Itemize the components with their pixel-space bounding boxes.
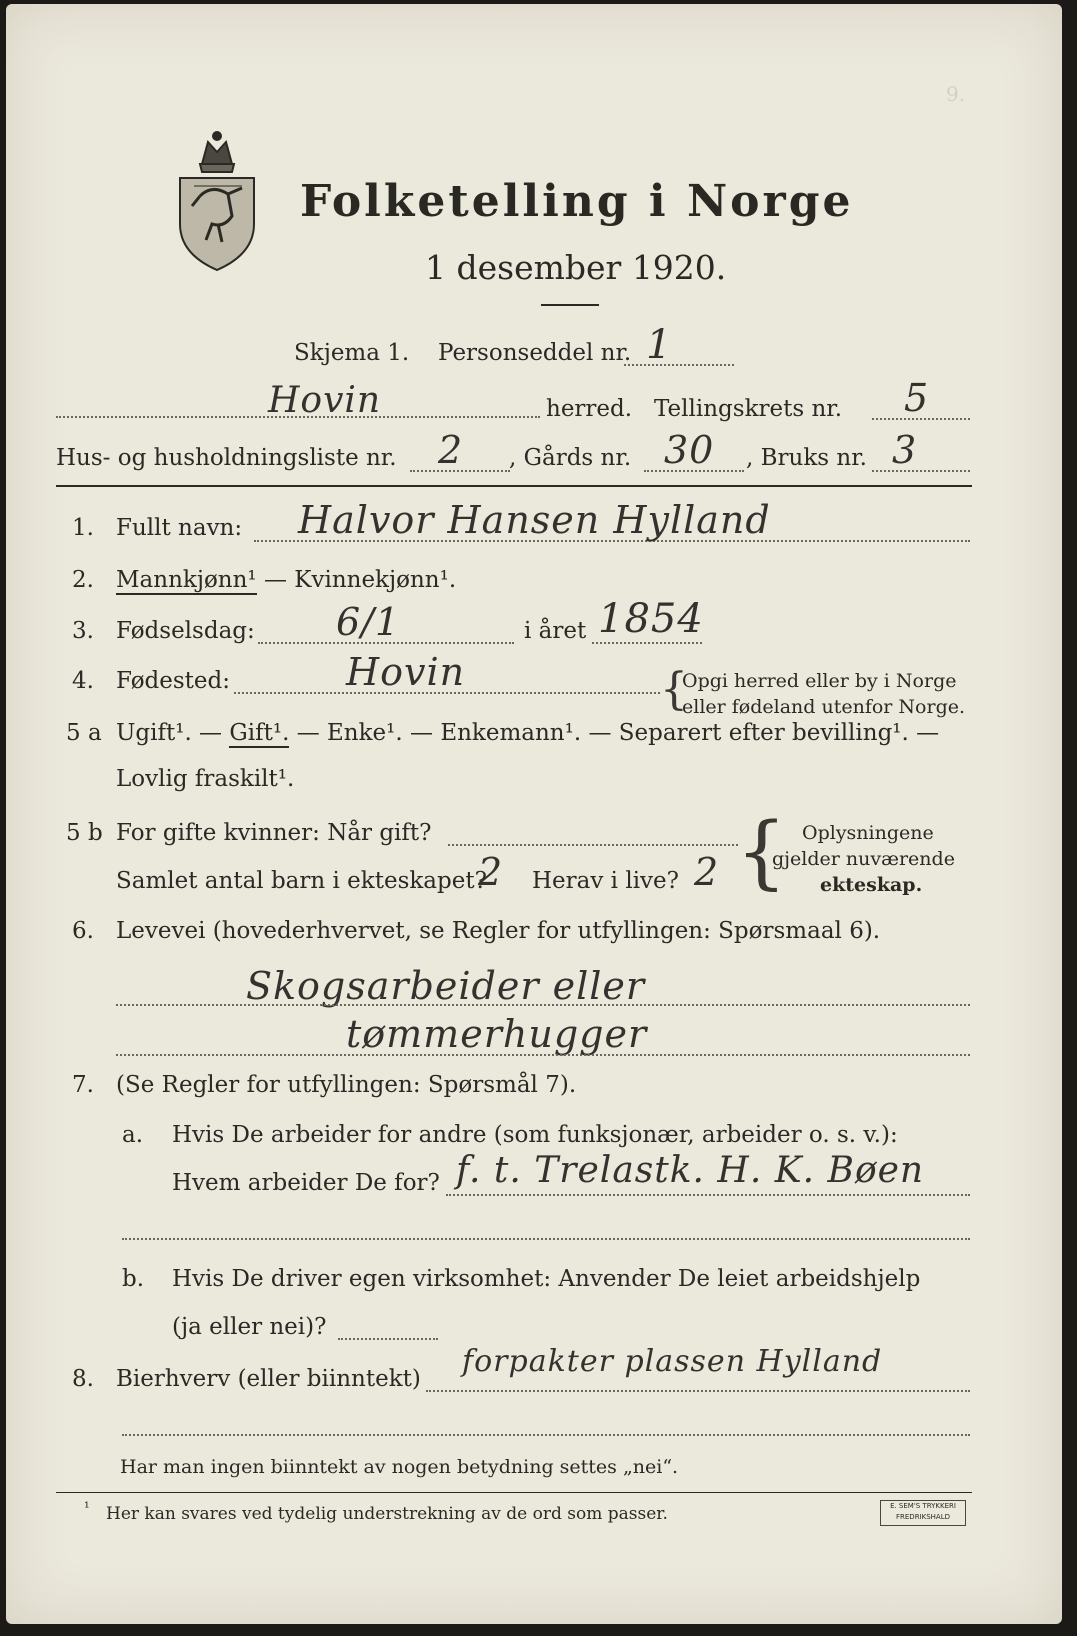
q3-number: 3.: [72, 618, 94, 644]
gards-label: , Gårds nr.: [509, 445, 632, 471]
q4-label: Fødested:: [116, 668, 231, 694]
birth-year-value[interactable]: 1854: [598, 596, 704, 642]
q7a-extra-line: [122, 1238, 970, 1240]
q6-number: 6.: [72, 918, 94, 944]
tellingskrets-value[interactable]: 5: [904, 376, 930, 420]
hus-value[interactable]: 2: [438, 428, 464, 472]
printer-city: FREDRIKSHALD: [895, 1513, 950, 1521]
personseddel-value[interactable]: 1: [646, 322, 673, 368]
footnote-mark: ¹: [84, 1500, 90, 1516]
alive-value[interactable]: 2: [694, 850, 720, 894]
skjema-label: Skjema 1.: [294, 340, 410, 366]
q3-label: Fødselsdag:: [116, 618, 255, 644]
when-married-label: For gifte kvinner: Når gift?: [116, 820, 432, 846]
hired-help-label: (ja eller nei)?: [172, 1314, 327, 1340]
employer-line: [446, 1194, 970, 1196]
female-option[interactable]: Kvinnekjønn¹.: [294, 567, 457, 593]
bruks-line: [872, 470, 970, 472]
title-divider: [541, 304, 599, 306]
q5b-number: 5 b: [66, 820, 103, 846]
employer-label: Hvem arbeider De for?: [172, 1170, 440, 1196]
norwegian-coat-of-arms-icon: [172, 124, 262, 274]
bruks-value[interactable]: 3: [892, 428, 918, 472]
q7a-number: a.: [122, 1122, 144, 1148]
q5a-number: 5 a: [66, 720, 102, 746]
gift-option[interactable]: Gift¹.: [229, 720, 290, 746]
q4-note-2: eller fødeland utenfor Norge.: [682, 696, 966, 718]
q8-extra-line: [122, 1434, 970, 1436]
children-label: Samlet antal barn i ekteskapet?: [116, 868, 487, 894]
bruks-label: , Bruks nr.: [746, 445, 867, 471]
q7-label: (Se Regler for utfyllingen: Spørsmål 7).: [116, 1072, 577, 1098]
year-label: i året: [524, 618, 587, 644]
hus-label: Hus- og husholdningsliste nr.: [56, 445, 397, 471]
employer-value[interactable]: f. t. Trelastk. H. K. Bøen: [456, 1150, 925, 1191]
q1-label: Fullt navn:: [116, 515, 243, 541]
birthday-value[interactable]: 6/1: [336, 600, 401, 644]
birthplace-value[interactable]: Hovin: [346, 650, 466, 694]
alive-label: Herav i live?: [532, 868, 679, 894]
printer-stamp: [880, 1500, 966, 1526]
ugift-option[interactable]: Ugift¹.: [116, 720, 192, 746]
q7b-number: b.: [122, 1266, 145, 1292]
herred-label: herred.: [546, 396, 633, 422]
q2-separator: —: [256, 567, 295, 593]
q5b-brace: {: [736, 805, 787, 898]
tellingskrets-label: Tellingskrets nr.: [654, 396, 843, 422]
q6-line-2: [116, 1054, 970, 1056]
census-form-page: [6, 4, 1062, 1624]
header-divider: [56, 485, 972, 487]
q6-line-1: [116, 1004, 970, 1006]
q6-label: Levevei (hovederhvervet, se Regler for utfyllingen: Spørsmaal 6).: [116, 918, 881, 944]
full-name-value[interactable]: Halvor Hansen Hylland: [298, 498, 771, 542]
fraskilt-option[interactable]: Lovlig fraskilt¹.: [116, 766, 295, 792]
q5b-note-1: Oplysningene: [802, 822, 934, 844]
when-married-line[interactable]: [448, 844, 738, 846]
q4-number: 4.: [72, 668, 94, 694]
occupation-value-1[interactable]: Skogsarbeider eller: [246, 964, 646, 1008]
q5a-other-options[interactable]: — Enke¹. — Enkemann¹. — Separert efter bevilling¹. —: [289, 720, 940, 746]
hired-help-line[interactable]: [338, 1338, 438, 1340]
personseddel-label: Personseddel nr.: [438, 340, 632, 366]
q8-label: Bierhverv (eller biinntekt): [116, 1366, 421, 1392]
q7b-text: Hvis De driver egen virksomhet: Anvender De leiet arbeidshjelp: [172, 1266, 921, 1292]
page-title: Folketelling i Norge: [300, 176, 854, 227]
q5b-note-3: ekteskap.: [820, 874, 923, 896]
bleed-through-text: 9.: [946, 82, 966, 106]
occupation-value-2[interactable]: tømmerhugger: [346, 1012, 648, 1056]
footer-divider: [56, 1492, 972, 1493]
q3-year-line: [592, 642, 702, 644]
q4-brace: {: [660, 664, 688, 715]
footer-note: Har man ingen biinntekt av nogen betydning settes „nei“.: [120, 1456, 679, 1478]
q2-options: [116, 567, 456, 593]
printer-name: E. SEM'S TRYKKERI: [890, 1502, 956, 1510]
q4-note-1: Opgi herred eller by i Norge: [682, 670, 957, 692]
herred-value[interactable]: Hovin: [268, 380, 382, 421]
q5b-note-2: gjelder nuværende: [772, 848, 955, 870]
q5a-separator: —: [191, 720, 230, 746]
q8-line: [426, 1390, 970, 1392]
q7a-text: Hvis De arbeider for andre (som funksjonær, arbeider o. s. v.):: [172, 1122, 898, 1148]
census-date: 1 desember 1920.: [425, 248, 727, 287]
q8-number: 8.: [72, 1366, 94, 1392]
q7-number: 7.: [72, 1072, 94, 1098]
children-value[interactable]: 2: [478, 850, 504, 894]
footnote-text: Her kan svares ved tydelig understrekning av de ord som passer.: [106, 1504, 668, 1524]
q5a-options: [116, 720, 939, 746]
male-option[interactable]: Mannkjønn¹: [116, 567, 257, 593]
q2-number: 2.: [72, 567, 94, 593]
personseddel-line: [624, 364, 734, 366]
q1-number: 1.: [72, 515, 94, 541]
secondary-income-value[interactable]: forpakter plassen Hylland: [462, 1344, 883, 1379]
gards-value[interactable]: 30: [664, 428, 715, 472]
